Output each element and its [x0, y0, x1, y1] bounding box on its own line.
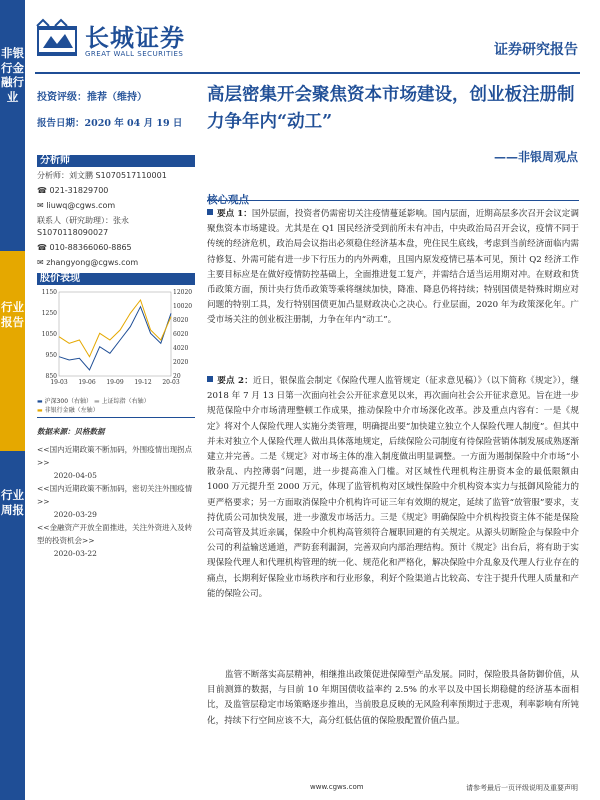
conclusion-paragraph: 监管不断落实高层精神，相继推出政策促进保障型产品发展。同时，保险股具备防御价值，从目前测算的数据，与目前 10 年期国债收益率约 2.5% 的水平以及中国长期稳健的经济基本面相比，及监管层稳定市场策略逐步推出，当前股息反映的无风险利率预期过于悲观，利率影响有所钝化，持续下行空间应该不大，高分红低估值的保险股配置价值凸显。 — [207, 670, 579, 726]
chart-section-title: 股价表现 — [37, 273, 195, 285]
related-item[interactable]: <<金融资产开放全面推进，关注外资进入及转型的投资机会>> 2020-03-22 — [37, 523, 193, 558]
phone2: 010-88366060-8865 — [49, 243, 132, 252]
related-item[interactable]: <<国内近期政策不断加码，密切关注外围疫情>> 2020-03-29 — [37, 484, 193, 519]
source-note: 数据来源：贝格数据 — [37, 427, 105, 436]
y-right-tick-label: 4020 — [173, 345, 189, 352]
core-view-header — [207, 188, 579, 206]
contact2: 联系人（研究助理）：张永 S1070118090027 — [37, 216, 129, 237]
series-line — [59, 307, 171, 370]
email1[interactable]: liuwq@cgws.com — [46, 201, 116, 210]
y-left-tick-label: 1050 — [41, 331, 57, 338]
point-1-paragraph: 要点 1：国外层面，投资者仍需密切关注疫情蔓延影响。国内层面，近期高层多次召开会议定调聚焦资本市场建设。尤其是在 Q1 国民经济受到前所未有冲击，中央政治局召开会议，疫情不同于传统的经济危机，政治局会议指出必须稳住经济基本盘，兜住民生底线，考虑到当前经济面临内需待修复、外需可能有进一步下行压力的内外两难，且国内原发疫情已基本可见，预计 Q2 经济工作主要目标应是在做好疫情防控基础上，全面推进复工复产，并需结合适当运用期对冲。在财政和货币政策方面，预计央行货币政策等乘将继续加快，降准、降息仍将持续；特别国债是特殊时期应对问题的特别工具，发行特别国债更加凸显财政决心之决心。行业层面，2020 年为政策深化年。广受市场关注的创业板注册制，力争在年内“动工”。 — [207, 209, 579, 326]
y-left-tick-label: 950 — [45, 352, 57, 359]
main-column — [207, 82, 579, 136]
series-line — [59, 300, 171, 357]
footer-url[interactable]: www.cgws.com — [310, 783, 364, 791]
y-right-tick-label: 12020 — [173, 289, 193, 296]
header-divider — [35, 72, 580, 74]
y-left-tick-label: 850 — [45, 373, 57, 380]
page-subtitle: ——非银周观点 — [493, 150, 578, 164]
rating: 投资评级：推荐（维持） — [37, 92, 147, 103]
y-right-tick-label: 6020 — [173, 331, 189, 338]
y-right-tick-label: 2020 — [173, 359, 189, 366]
footer-disclaimer: 请参考最后一页评级说明及重要声明 — [466, 784, 578, 792]
y-left-tick-label: 1250 — [41, 310, 57, 317]
core-view-title: 核心观点 — [207, 194, 249, 206]
mail-icon: ✉ — [37, 201, 47, 210]
logo-en: GREAT WALL SECURITIES — [85, 50, 184, 58]
x-tick-label: 19-03 — [50, 379, 68, 386]
legend-item: 沪深300（右轴） — [44, 398, 93, 405]
bullet-icon — [207, 209, 213, 215]
sidebar-mid-label: 行业报告 — [1, 300, 24, 329]
sidebar-top-label: 非银行金融行业 — [1, 46, 24, 104]
y-left-tick-label: 1150 — [41, 289, 57, 296]
sidebar-bottom-label: 行业周报 — [1, 488, 24, 517]
x-tick-label: 19-06 — [78, 379, 96, 386]
page-title: 高层密集开会聚焦资本市场建设，创业板注册制力争年内“动工” — [207, 85, 575, 132]
y-right-tick-label: 8020 — [173, 317, 189, 324]
y-right-tick-label: 10020 — [173, 303, 193, 310]
logo — [35, 16, 210, 68]
related-reports — [37, 443, 195, 560]
sidebar — [0, 0, 25, 800]
bullet-icon — [207, 376, 213, 382]
chart-legend: ▬ 沪深300（右轴） ▬ 上证综指（右轴） ▬ 非银行金融（左轴） — [37, 398, 150, 414]
stock-chart — [37, 288, 195, 395]
mail-icon: ✉ — [37, 258, 47, 267]
x-tick-label: 19-12 — [134, 379, 152, 386]
x-tick-label: 19-09 — [106, 379, 124, 386]
related-item[interactable]: <<国内近期政策不断加码，外围疫情出现拐点>> 2020-04-05 — [37, 445, 193, 480]
analyst-block — [37, 170, 195, 269]
left-column — [37, 82, 195, 560]
y-right-tick-label: 20 — [173, 373, 181, 380]
sidebar-gold-band — [0, 251, 25, 451]
phone-icon: ☎ — [37, 186, 50, 195]
analyst1: 分析师：刘文鹏 S1070517110001 — [37, 171, 167, 180]
great-wall-logo-icon — [35, 16, 81, 62]
analyst-section-title: 分析师 — [37, 155, 195, 167]
legend-item: 上证综指（右轴） — [101, 398, 150, 405]
logo-cn: 长城证券 — [85, 24, 185, 52]
point-2-paragraph: 要点 2：近日，银保监会制定《保险代理人监管规定（征求意见稿）》（以下简称《规定》），继 2018 年 7 月 13 日第一次面向社会公开征求意见以来，再次面向社会公开征求意见。旨在进一步规范保险中介市场清理整顿工作成果，推动保险中介市场深化改革。涉及重点内容有：一是《规定》将对个人保险代理人实施分类管理，明确提出要“加快建立独立个人保险代理人制度”。但其中并未对独立个人保险代理人做出具体落地规定，后续保险公司制度有待保险营销体制发展成熟逐渐建立并完善。二是《规定》对市场主体的准入制度做出明显调整。一方面为遏制保险中介市场“小散杂乱、内控薄弱”问题，进一步提高准入门槛。对区域性代理机构注册资本金的最低限额由 1000 万元提升至 2000 万元，体现了监管机构对区域性保险中介机构资本实力与抵御风险能力的更严格要求；另一方面取消保险中介机构许可证三年有效期的规定，延续了监管“放管服”要求，支持优质公司加快发展，进一步激发市场活力。三是《规定》明确保险中介机构投资主体不能是保险公司高管及其近亲属，保险中介机构高管须符合履职回避的有关规定。从源头切断险企与保险中介公司的利益输送通道，严防套利漏洞，完善双向内部治理结构。预计《规定》出台后，将有助于实现保险代理人和代理机构管理的统一化、规范化和严格化，解决保险中介乱象及代理人行业存在的痛点，长期利好保险业市场秩序和行业形象，利好个险渠道占比较高、专注于提升代理人质量和产能的保险公司。 — [207, 376, 579, 599]
report-type: 证券研究报告 — [494, 42, 578, 58]
legend-item: 非银行金融（左轴） — [44, 407, 99, 414]
stock-chart-svg — [37, 288, 195, 395]
email2[interactable]: zhangyong@cgws.com — [46, 258, 139, 267]
x-tick-label: 20-03 — [162, 379, 180, 386]
phone-icon: ☎ — [37, 243, 50, 252]
phone1: 021-31829700 — [49, 186, 109, 195]
report-date: 报告日期：2020 年 04 月 19 日 — [37, 118, 183, 129]
